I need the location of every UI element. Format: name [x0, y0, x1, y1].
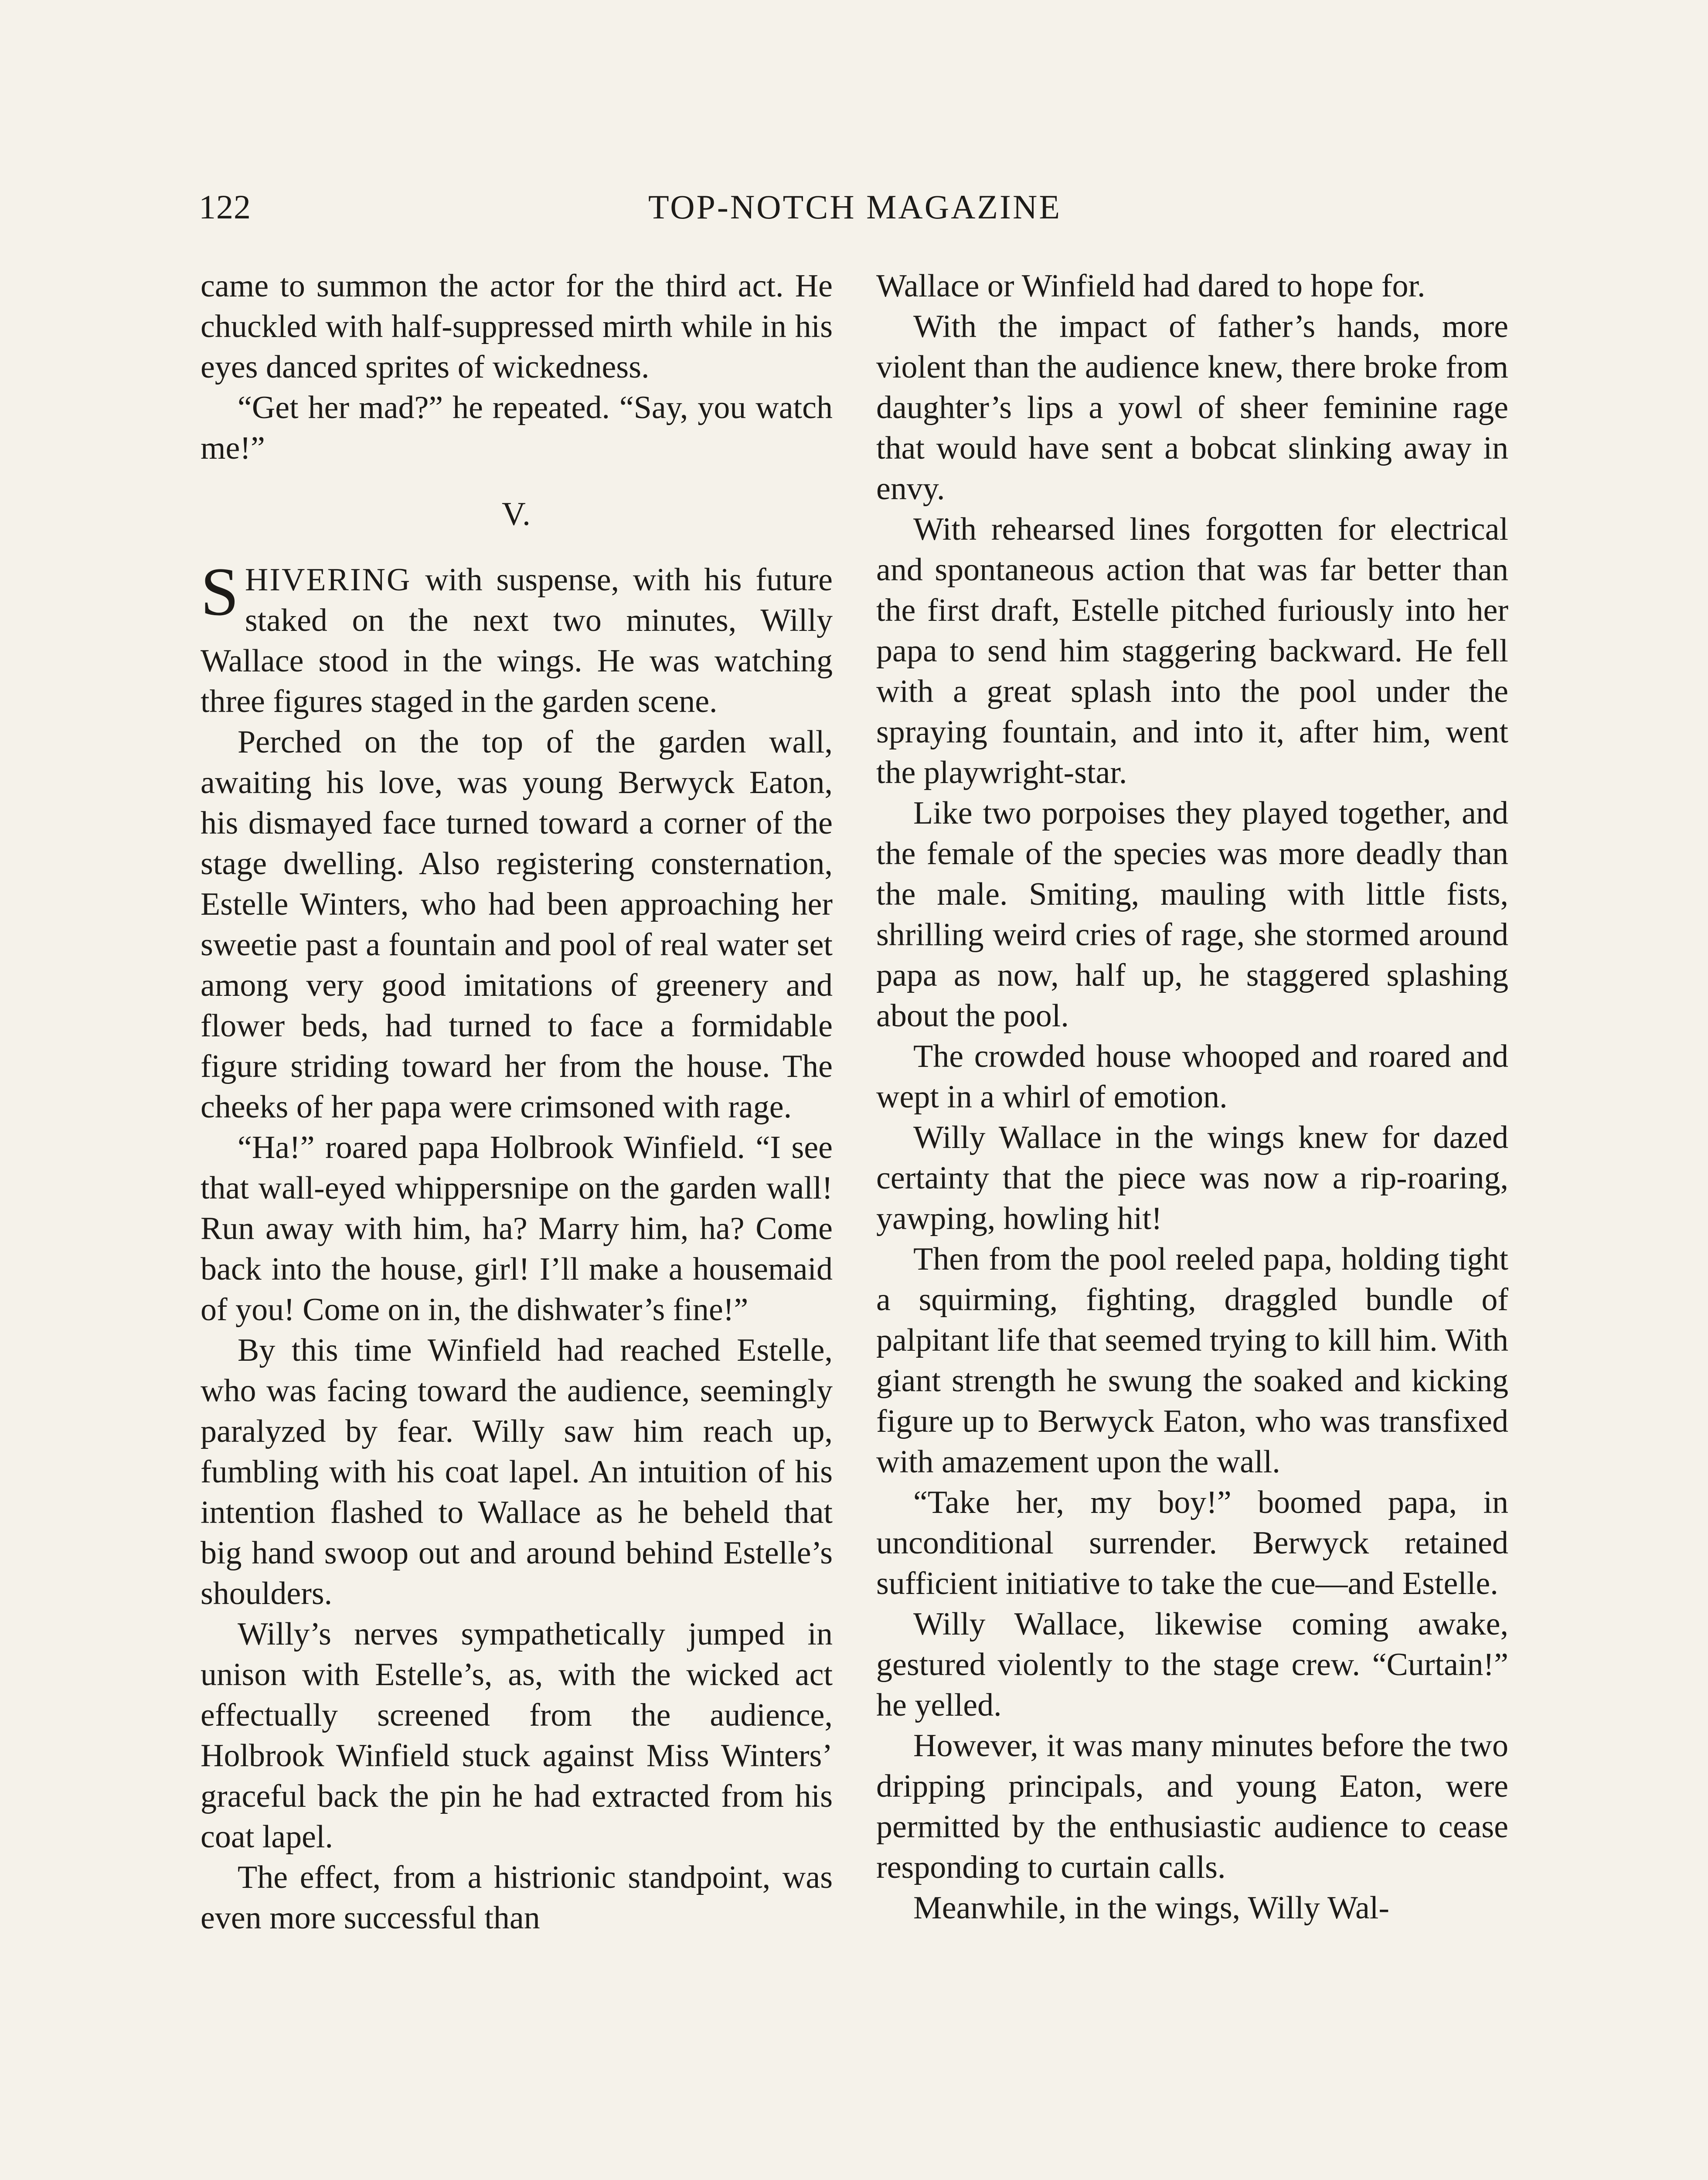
section-heading: V.	[501, 496, 532, 532]
paragraph: Then from the pool reeled papa, holding tight a squirming, fighting, draggled bundle of palpitant life that seemed trying to kill him. With giant strength he swung the soaked and kicking figure up to Berwyck Eaton, who was transfixed with amazement upon the wall.	[876, 1241, 1508, 1480]
paragraph: The crowded house whooped and roared and wept in a whirl of emotion.	[876, 1039, 1508, 1115]
drop-cap: S	[201, 554, 239, 630]
paragraph: With the impact of father’s hands, more violent than the audience knew, there broke from daughter’s lips a yowl of sheer feminine rage that would have sent a bobcat slinking away in envy.	[876, 309, 1508, 507]
paragraph: Meanwhile, in the wings, Willy Wal-	[913, 1890, 1390, 1926]
running-title: TOP-NOTCH MAGAZINE	[648, 188, 1062, 226]
paragraph: came to summon the actor for the third act. He chuckled with half-suppressed mirth while in his eyes danced sprites of wickedness.	[201, 268, 833, 385]
paragraph: Wallace or Winfield had dared to hope for.	[876, 268, 1426, 304]
paragraph: Willy Wallace in the wings knew for dazed certainty that the piece was now a rip-roaring, yawping, howling hit!	[876, 1120, 1508, 1236]
paragraph: Perched on the top of the garden wall, awaiting his love, was young Berwyck Eaton, his dismayed face turned toward a corner of the stage dwelling. Also registering consternation, Estelle Winters, who had been approaching her sweetie past a fountain and pool of real water set among very good imitations of greenery and flower beds, had turned to face a formidable figure striding toward her from the house. The cheeks of her papa were crimsoned with rage.	[201, 724, 833, 1125]
dropcap-word-rest: HIVERING	[245, 562, 412, 598]
paragraph: Willy’s nerves sympathetically jumped in unison with Estelle’s, as, with the wicked act effectually screened from the audience, Holbrook Winfield stuck against Miss Winters’ graceful back the pin he had extracted from his coat lapel.	[201, 1616, 833, 1855]
paragraph: “Get her mad?” he repeated. “Say, you watch me!”	[201, 390, 833, 466]
paragraph: However, it was many minutes before the two dripping principals, and young Eaton, were permitted by the enthusiastic audience to cease responding to curtain calls.	[876, 1728, 1508, 1885]
paragraph-with-dropcap	[201, 554, 833, 722]
paragraph: “Take her, my boy!” boomed papa, in unconditional surrender. Berwyck retained sufficient initiative to take the cue—and Estelle.	[876, 1485, 1508, 1601]
paragraph: The effect, from a histrionic standpoint, was even more successful than	[201, 1860, 833, 1936]
page-number: 122	[199, 188, 251, 226]
paragraph: Like two porpoises they played together, and the female of the species was more deadly than the male. Smiting, mauling with little fists, shrilling weird cries of rage, she stormed around papa as now, half up, he staggered splashing about the pool.	[876, 795, 1508, 1034]
paragraph-continuation: with suspense, with his future staked on the next two minutes, Willy Wallace stood in the wings. He was watching three figures staged in the garden scene.	[201, 562, 833, 719]
page-header	[199, 187, 1511, 240]
paragraph: With rehearsed lines forgotten for electrical and spontaneous action that was far better than the first draft, Estelle pitched furiously into her papa to send him staggering backward. He fell with a great splash into the pool under the spraying fountain, and into it, after him, went the playwright-star.	[876, 511, 1508, 790]
paragraph: By this time Winfield had reached Estelle, who was facing toward the audience, seemingly paralyzed by fear. Willy saw him reach up, fumbling with his coat lapel. An intuition of his intention flashed to Wallace as he beheld that big hand swoop out and around behind Estelle’s shoulders.	[201, 1332, 833, 1611]
paragraph: Willy Wallace, likewise coming awake, gestured violently to the stage crew. “Curtain!” he yelled.	[876, 1606, 1508, 1723]
right-column	[876, 266, 1508, 1928]
paragraph: “Ha!” roared papa Holbrook Winfield. “I see that wall-eyed whippersnipe on the garden wall! Run away with him, ha? Marry him, ha? Come back into the house, girl! I’ll make a housemaid of you! Come on in, the dishwater’s fine!”	[201, 1130, 833, 1328]
left-column	[201, 266, 833, 1938]
